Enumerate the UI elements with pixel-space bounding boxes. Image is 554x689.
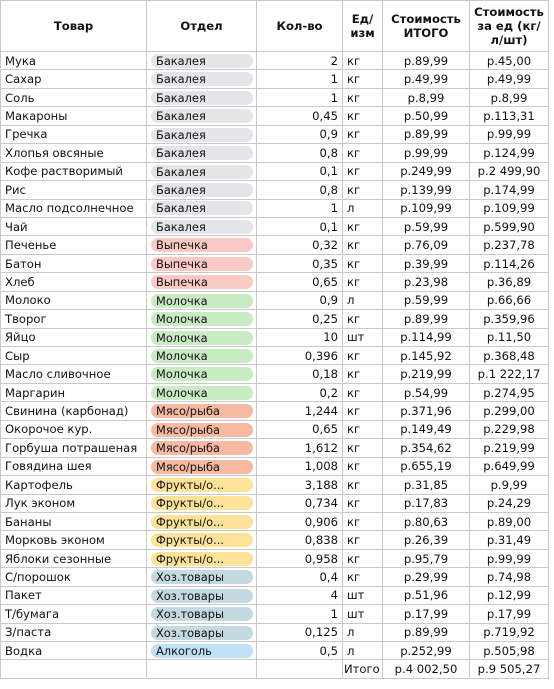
cell-unit[interactable]: л: [343, 291, 383, 309]
table-row: [1, 181, 549, 199]
cell-name[interactable]: Водка: [1, 642, 147, 660]
cell-name[interactable]: Окорочое кур.: [1, 420, 147, 438]
table-row: [1, 457, 549, 475]
cell-total[interactable]: р.31,85: [383, 476, 470, 494]
dept-chip[interactable]: Бакалея: [151, 91, 253, 105]
cell-qty[interactable]: 0,65: [257, 273, 343, 291]
header-total[interactable]: Стоимость ИТОГО: [383, 1, 470, 52]
cell-total[interactable]: р.49,99: [383, 70, 470, 88]
cell-per[interactable]: р.36,89: [470, 273, 549, 291]
cell-qty[interactable]: 0,1: [257, 162, 343, 180]
cell-unit[interactable]: кг: [343, 568, 383, 586]
dept-chip[interactable]: Молочка: [151, 294, 253, 308]
cell-per[interactable]: р.719,92: [470, 623, 549, 641]
cell-total[interactable]: р.145,92: [383, 347, 470, 365]
table-row: [1, 402, 549, 420]
dept-chip[interactable]: Хоз.товары: [151, 626, 253, 640]
cell-qty[interactable]: 1: [257, 605, 343, 623]
cell-dept[interactable]: [147, 236, 257, 254]
cell-dept[interactable]: [147, 347, 257, 365]
cell-dept[interactable]: [147, 310, 257, 328]
cell-name[interactable]: Т/бумага: [1, 605, 147, 623]
cell-unit[interactable]: кг: [343, 512, 383, 530]
table-row: [1, 125, 549, 143]
dept-chip[interactable]: Молочка: [151, 386, 253, 400]
table-row: [1, 531, 549, 549]
cell-unit[interactable]: шт: [343, 605, 383, 623]
cell-qty[interactable]: 0,906: [257, 512, 343, 530]
cell-total[interactable]: р.89,99: [383, 310, 470, 328]
cell-dept[interactable]: [147, 549, 257, 567]
cell-per[interactable]: р.11,50: [470, 328, 549, 346]
cell-total[interactable]: р.80,63: [383, 512, 470, 530]
table-row: [1, 144, 549, 162]
cell-total[interactable]: р.139,99: [383, 181, 470, 199]
dept-chip[interactable]: Бакалея: [151, 220, 253, 234]
cell-per[interactable]: р.649,99: [470, 457, 549, 475]
cell-name[interactable]: Батон: [1, 254, 147, 272]
cell-dept[interactable]: [147, 273, 257, 291]
cell-unit[interactable]: кг: [343, 310, 383, 328]
cell-dept[interactable]: [147, 125, 257, 143]
cell-unit[interactable]: кг: [343, 217, 383, 235]
dept-chip[interactable]: Выпечка: [151, 275, 253, 289]
cell-qty[interactable]: 2: [257, 52, 343, 70]
table-row: [1, 512, 549, 530]
cell-name[interactable]: Хлопья овсяные: [1, 144, 147, 162]
cell-per[interactable]: р.8,99: [470, 88, 549, 106]
cell-qty[interactable]: 1: [257, 199, 343, 217]
dept-chip[interactable]: Фрукты/о...: [151, 515, 253, 529]
footer-empty-cell[interactable]: [1, 660, 147, 679]
cell-per[interactable]: р.174,99: [470, 181, 549, 199]
cell-per[interactable]: р.66,66: [470, 291, 549, 309]
cell-name[interactable]: Кофе растворимый: [1, 162, 147, 180]
cell-qty[interactable]: 0,8: [257, 144, 343, 162]
cell-unit[interactable]: кг: [343, 236, 383, 254]
footer-empty-cell[interactable]: [257, 660, 343, 679]
dept-chip[interactable]: Выпечка: [151, 257, 253, 271]
dept-chip[interactable]: Хоз.товары: [151, 589, 253, 603]
dept-chip[interactable]: Фрукты/о...: [151, 552, 253, 566]
cell-qty[interactable]: 3,188: [257, 476, 343, 494]
cell-dept[interactable]: [147, 162, 257, 180]
table-row: [1, 642, 549, 660]
dept-chip[interactable]: Молочка: [151, 331, 253, 345]
cell-qty[interactable]: 1,612: [257, 439, 343, 457]
cell-dept[interactable]: [147, 512, 257, 530]
cell-dept[interactable]: [147, 70, 257, 88]
dept-chip[interactable]: Бакалея: [151, 72, 253, 86]
cell-per[interactable]: р.89,00: [470, 512, 549, 530]
table-row: [1, 217, 549, 235]
header-dept[interactable]: Отдел: [147, 1, 257, 52]
dept-chip[interactable]: Бакалея: [151, 165, 253, 179]
cell-dept[interactable]: [147, 254, 257, 272]
cell-per[interactable]: р.1 222,17: [470, 365, 549, 383]
cell-unit[interactable]: кг: [343, 181, 383, 199]
table-row: [1, 568, 549, 586]
cell-per[interactable]: р.9,99: [470, 476, 549, 494]
cell-per[interactable]: р.229,98: [470, 420, 549, 438]
table-row: [1, 605, 549, 623]
cell-unit[interactable]: кг: [343, 273, 383, 291]
cell-name[interactable]: Молоко: [1, 291, 147, 309]
cell-unit[interactable]: кг: [343, 254, 383, 272]
table-row: [1, 199, 549, 217]
cell-qty[interactable]: 0,65: [257, 420, 343, 438]
cell-unit[interactable]: кг: [343, 457, 383, 475]
table-row: [1, 162, 549, 180]
cell-name[interactable]: Гречка: [1, 125, 147, 143]
cell-qty[interactable]: 1,008: [257, 457, 343, 475]
table-row: [1, 70, 549, 88]
dept-chip[interactable]: Бакалея: [151, 146, 253, 160]
header-name[interactable]: Товар: [1, 1, 147, 52]
cell-qty[interactable]: 10: [257, 328, 343, 346]
cell-dept[interactable]: [147, 586, 257, 604]
cell-name[interactable]: Говядина шея: [1, 457, 147, 475]
cell-total[interactable]: р.17,99: [383, 605, 470, 623]
cell-total[interactable]: р.59,99: [383, 217, 470, 235]
header-per[interactable]: Стоимость за ед (кг/л/шт): [470, 1, 549, 52]
cell-total[interactable]: р.89,99: [383, 125, 470, 143]
cell-name[interactable]: Горбуша потрашеная: [1, 439, 147, 457]
cell-dept[interactable]: [147, 144, 257, 162]
cell-unit[interactable]: кг: [343, 125, 383, 143]
cell-unit[interactable]: кг: [343, 107, 383, 125]
cell-unit[interactable]: кг: [343, 70, 383, 88]
dept-chip[interactable]: Фрукты/о...: [151, 478, 253, 492]
cell-qty[interactable]: 0,8: [257, 181, 343, 199]
dept-chip[interactable]: Мясо/рыба: [151, 460, 253, 474]
cell-per[interactable]: р.45,00: [470, 52, 549, 70]
cell-unit[interactable]: кг: [343, 88, 383, 106]
cell-total[interactable]: р.655,19: [383, 457, 470, 475]
dept-chip[interactable]: Фрукты/о...: [151, 496, 253, 510]
cell-qty[interactable]: 0,734: [257, 494, 343, 512]
cell-per[interactable]: р.49,99: [470, 70, 549, 88]
dept-chip[interactable]: Молочка: [151, 349, 253, 363]
cell-per[interactable]: р.74,98: [470, 568, 549, 586]
dept-chip[interactable]: Бакалея: [151, 54, 253, 68]
cell-unit[interactable]: л: [343, 623, 383, 641]
cell-qty[interactable]: 0,5: [257, 642, 343, 660]
cell-per[interactable]: р.24,29: [470, 494, 549, 512]
cell-name[interactable]: Соль: [1, 88, 147, 106]
dept-chip[interactable]: Бакалея: [151, 128, 253, 142]
cell-name[interactable]: Картофель: [1, 476, 147, 494]
cell-name[interactable]: Морковь эконом: [1, 531, 147, 549]
cell-qty[interactable]: 0,25: [257, 310, 343, 328]
cell-dept[interactable]: [147, 457, 257, 475]
cell-dept[interactable]: [147, 420, 257, 438]
cell-qty[interactable]: 0,9: [257, 125, 343, 143]
cell-unit[interactable]: кг: [343, 144, 383, 162]
cell-name[interactable]: Хлеб: [1, 273, 147, 291]
cell-total[interactable]: р.26,39: [383, 531, 470, 549]
cell-total[interactable]: р.8,99: [383, 88, 470, 106]
table-row: [1, 439, 549, 457]
cell-qty[interactable]: 4: [257, 586, 343, 604]
cell-unit[interactable]: кг: [343, 365, 383, 383]
table-row: [1, 291, 549, 309]
dept-chip[interactable]: Молочка: [151, 312, 253, 326]
cell-qty[interactable]: 0,35: [257, 254, 343, 272]
table-row: [1, 88, 549, 106]
dept-chip[interactable]: Мясо/рыба: [151, 404, 253, 418]
cell-per[interactable]: р.31,49: [470, 531, 549, 549]
cell-name[interactable]: Печенье: [1, 236, 147, 254]
header-unit[interactable]: Ед/ изм: [343, 1, 383, 52]
table-row: [1, 254, 549, 272]
table-row: [1, 549, 549, 567]
cell-name[interactable]: Свинина (карбонад): [1, 402, 147, 420]
cell-qty[interactable]: 1: [257, 70, 343, 88]
footer-per[interactable]: р.9 505,27: [470, 660, 549, 679]
cell-per[interactable]: р.274,95: [470, 383, 549, 401]
cell-dept[interactable]: [147, 181, 257, 199]
cell-unit[interactable]: кг: [343, 549, 383, 567]
cell-name[interactable]: Мука: [1, 52, 147, 70]
cell-qty[interactable]: 0,958: [257, 549, 343, 567]
cell-total[interactable]: р.95,79: [383, 549, 470, 567]
cell-name[interactable]: Масло сливочное: [1, 365, 147, 383]
cell-unit[interactable]: кг: [343, 476, 383, 494]
cell-dept[interactable]: [147, 494, 257, 512]
cell-qty[interactable]: 1,244: [257, 402, 343, 420]
table-row: [1, 494, 549, 512]
cell-qty[interactable]: 0,2: [257, 383, 343, 401]
cell-qty[interactable]: 0,1: [257, 217, 343, 235]
cell-total[interactable]: р.39,99: [383, 254, 470, 272]
table-row: [1, 586, 549, 604]
cell-name[interactable]: С/порошок: [1, 568, 147, 586]
cell-unit[interactable]: л: [343, 199, 383, 217]
cell-total[interactable]: р.149,49: [383, 420, 470, 438]
dept-chip[interactable]: Бакалея: [151, 183, 253, 197]
table-row: [1, 328, 549, 346]
cell-per[interactable]: р.219,99: [470, 439, 549, 457]
cell-per[interactable]: р.124,99: [470, 144, 549, 162]
cell-dept[interactable]: [147, 328, 257, 346]
cell-qty[interactable]: 0,125: [257, 623, 343, 641]
dept-chip[interactable]: Мясо/рыба: [151, 441, 253, 455]
cell-total[interactable]: р.17,83: [383, 494, 470, 512]
dept-chip[interactable]: Хоз.товары: [151, 607, 253, 621]
table-row: [1, 365, 549, 383]
footer-label[interactable]: Итого: [343, 660, 383, 679]
cell-qty[interactable]: 1: [257, 88, 343, 106]
cell-total[interactable]: р.50,99: [383, 107, 470, 125]
table-row: [1, 310, 549, 328]
cell-per[interactable]: р.17,99: [470, 605, 549, 623]
cell-name[interactable]: Макароны: [1, 107, 147, 125]
totals-row: [1, 660, 549, 679]
cell-total[interactable]: р.371,96: [383, 402, 470, 420]
cell-dept[interactable]: [147, 439, 257, 457]
cell-name[interactable]: Яблоки сезонные: [1, 549, 147, 567]
cell-per[interactable]: р.599,90: [470, 217, 549, 235]
cell-name[interactable]: Пакет: [1, 586, 147, 604]
cell-dept[interactable]: [147, 383, 257, 401]
cell-total[interactable]: р.89,99: [383, 623, 470, 641]
cell-name[interactable]: Творог: [1, 310, 147, 328]
cell-dept[interactable]: [147, 623, 257, 641]
header-qty[interactable]: Кол-во: [257, 1, 343, 52]
dept-chip[interactable]: Фрукты/о...: [151, 533, 253, 547]
cell-per[interactable]: р.505,98: [470, 642, 549, 660]
cell-total[interactable]: р.51,96: [383, 586, 470, 604]
cell-dept[interactable]: [147, 402, 257, 420]
cell-total[interactable]: р.54,99: [383, 383, 470, 401]
cell-dept[interactable]: [147, 88, 257, 106]
cell-unit[interactable]: кг: [343, 52, 383, 70]
table-row: [1, 476, 549, 494]
table-row: [1, 623, 549, 641]
cell-per[interactable]: р.99,99: [470, 549, 549, 567]
cell-per[interactable]: р.12,99: [470, 586, 549, 604]
cell-qty[interactable]: 0,9: [257, 291, 343, 309]
cell-unit[interactable]: кг: [343, 402, 383, 420]
cell-per[interactable]: р.359,96: [470, 310, 549, 328]
cell-per[interactable]: р.2 499,90: [470, 162, 549, 180]
cell-qty[interactable]: 0,32: [257, 236, 343, 254]
dept-chip[interactable]: Мясо/рыба: [151, 423, 253, 437]
cell-total[interactable]: р.249,99: [383, 162, 470, 180]
cell-total[interactable]: р.23,98: [383, 273, 470, 291]
cell-name[interactable]: З/паста: [1, 623, 147, 641]
cell-name[interactable]: Лук эконом: [1, 494, 147, 512]
cell-dept[interactable]: [147, 365, 257, 383]
cell-name[interactable]: Рис: [1, 181, 147, 199]
cell-dept[interactable]: [147, 531, 257, 549]
cell-dept[interactable]: [147, 199, 257, 217]
dept-chip[interactable]: Молочка: [151, 367, 253, 381]
cell-total[interactable]: р.59,99: [383, 291, 470, 309]
dept-chip[interactable]: Хоз.товары: [151, 570, 253, 584]
cell-per[interactable]: р.237,78: [470, 236, 549, 254]
cell-qty[interactable]: 0,396: [257, 347, 343, 365]
cell-dept[interactable]: [147, 568, 257, 586]
cell-name[interactable]: Масло подсолнечное: [1, 199, 147, 217]
cell-unit[interactable]: кг: [343, 347, 383, 365]
cell-unit[interactable]: шт: [343, 328, 383, 346]
table-row: [1, 347, 549, 365]
cell-unit[interactable]: кг: [343, 383, 383, 401]
cell-per[interactable]: р.109,99: [470, 199, 549, 217]
cell-dept[interactable]: [147, 642, 257, 660]
cell-name[interactable]: Маргарин: [1, 383, 147, 401]
cell-qty[interactable]: 0,4: [257, 568, 343, 586]
cell-dept[interactable]: [147, 217, 257, 235]
dept-chip[interactable]: Бакалея: [151, 201, 253, 215]
table-row: [1, 107, 549, 125]
cell-unit[interactable]: кг: [343, 439, 383, 457]
cell-total[interactable]: р.252,99: [383, 642, 470, 660]
cell-unit[interactable]: л: [343, 642, 383, 660]
cell-unit[interactable]: кг: [343, 494, 383, 512]
cell-qty[interactable]: 0,838: [257, 531, 343, 549]
footer-empty-cell[interactable]: [147, 660, 257, 679]
cell-name[interactable]: Сахар: [1, 70, 147, 88]
cell-qty[interactable]: 0,18: [257, 365, 343, 383]
table-row: [1, 273, 549, 291]
table-row: [1, 236, 549, 254]
cell-total[interactable]: р.89,99: [383, 52, 470, 70]
dept-chip[interactable]: Выпечка: [151, 238, 253, 252]
header-row: [1, 1, 549, 52]
cell-name[interactable]: Яйцо: [1, 328, 147, 346]
cell-name[interactable]: Сыр: [1, 347, 147, 365]
cell-per[interactable]: р.99,99: [470, 125, 549, 143]
table-body: [1, 52, 549, 660]
cell-unit[interactable]: кг: [343, 420, 383, 438]
cell-dept[interactable]: [147, 107, 257, 125]
cell-name[interactable]: Бананы: [1, 512, 147, 530]
cell-total[interactable]: р.219,99: [383, 365, 470, 383]
cell-unit[interactable]: кг: [343, 531, 383, 549]
cell-per[interactable]: р.113,31: [470, 107, 549, 125]
cell-total[interactable]: р.99,99: [383, 144, 470, 162]
dept-chip[interactable]: Бакалея: [151, 109, 253, 123]
table-row: [1, 383, 549, 401]
cell-unit[interactable]: шт: [343, 586, 383, 604]
table-row: [1, 52, 549, 70]
dept-chip[interactable]: Алкоголь: [151, 644, 253, 658]
table-row: [1, 420, 549, 438]
cell-total[interactable]: р.114,99: [383, 328, 470, 346]
cell-qty[interactable]: 0,45: [257, 107, 343, 125]
cell-per[interactable]: р.368,48: [470, 347, 549, 365]
cell-dept[interactable]: [147, 476, 257, 494]
cell-total[interactable]: р.109,99: [383, 199, 470, 217]
cell-total[interactable]: р.354,62: [383, 439, 470, 457]
cell-total[interactable]: р.76,09: [383, 236, 470, 254]
footer-total[interactable]: р.4 002,50: [383, 660, 470, 679]
cell-dept[interactable]: [147, 291, 257, 309]
cell-per[interactable]: р.299,00: [470, 402, 549, 420]
cell-dept[interactable]: [147, 52, 257, 70]
cell-unit[interactable]: кг: [343, 162, 383, 180]
cell-per[interactable]: р.114,26: [470, 254, 549, 272]
cell-dept[interactable]: [147, 605, 257, 623]
cell-total[interactable]: р.29,99: [383, 568, 470, 586]
cell-name[interactable]: Чай: [1, 217, 147, 235]
